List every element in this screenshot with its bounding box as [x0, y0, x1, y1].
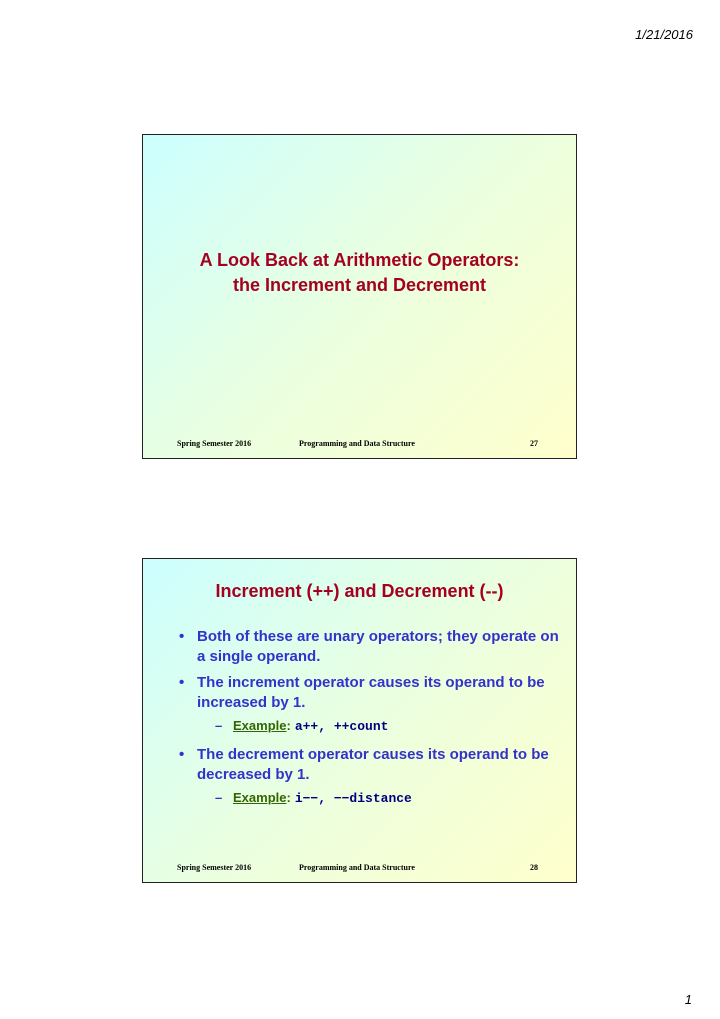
bullet-text: Both of these are unary operators; they operate on a single operand.	[197, 628, 559, 665]
example-label: Example	[233, 718, 287, 733]
example-line	[197, 790, 569, 807]
slide-title-line-2: the Increment and Decrement	[232, 275, 487, 295]
example-code: a++, ++count	[294, 719, 389, 734]
slide-footer	[177, 439, 538, 451]
bullet-item	[179, 627, 569, 667]
page-date: 1/21/2016	[635, 27, 693, 42]
bullet-icon: •	[179, 628, 185, 645]
footer-slide-number: 27	[530, 439, 538, 448]
footer-course: Programming and Data Structure	[299, 863, 415, 872]
bullet-item	[179, 673, 569, 735]
footer-semester: Spring Semester 2016	[177, 439, 252, 448]
bullet-icon: •	[179, 746, 185, 763]
example-line	[197, 718, 569, 735]
slide-title: Increment (++) and Decrement (--)	[215, 581, 504, 601]
footer-semester: Spring Semester 2016	[177, 863, 252, 872]
slide-title-line-1: A Look Back at Arithmetic Operators:	[199, 250, 520, 270]
bullet-icon: •	[179, 674, 185, 691]
example-colon: :	[286, 790, 291, 805]
bullet-text: The decrement operator causes its operand to be decreased by 1.	[197, 746, 549, 783]
slide-footer	[177, 863, 538, 875]
footer-course: Programming and Data Structure	[299, 439, 415, 448]
page-number: 1	[684, 992, 692, 1007]
example-label: Example	[233, 790, 287, 805]
dash-icon: –	[215, 718, 223, 733]
bullet-list	[179, 627, 569, 817]
footer-slide-number: 28	[530, 863, 538, 872]
bullet-text: The increment operator causes its operand to be increased by 1.	[197, 674, 545, 711]
slide-27	[142, 134, 577, 459]
example-colon: :	[286, 718, 291, 733]
example-code: i−−, −−distance	[294, 791, 412, 806]
slide-title	[143, 248, 576, 298]
slide-28	[142, 558, 577, 883]
dash-icon: –	[215, 790, 223, 805]
bullet-item	[179, 745, 569, 807]
